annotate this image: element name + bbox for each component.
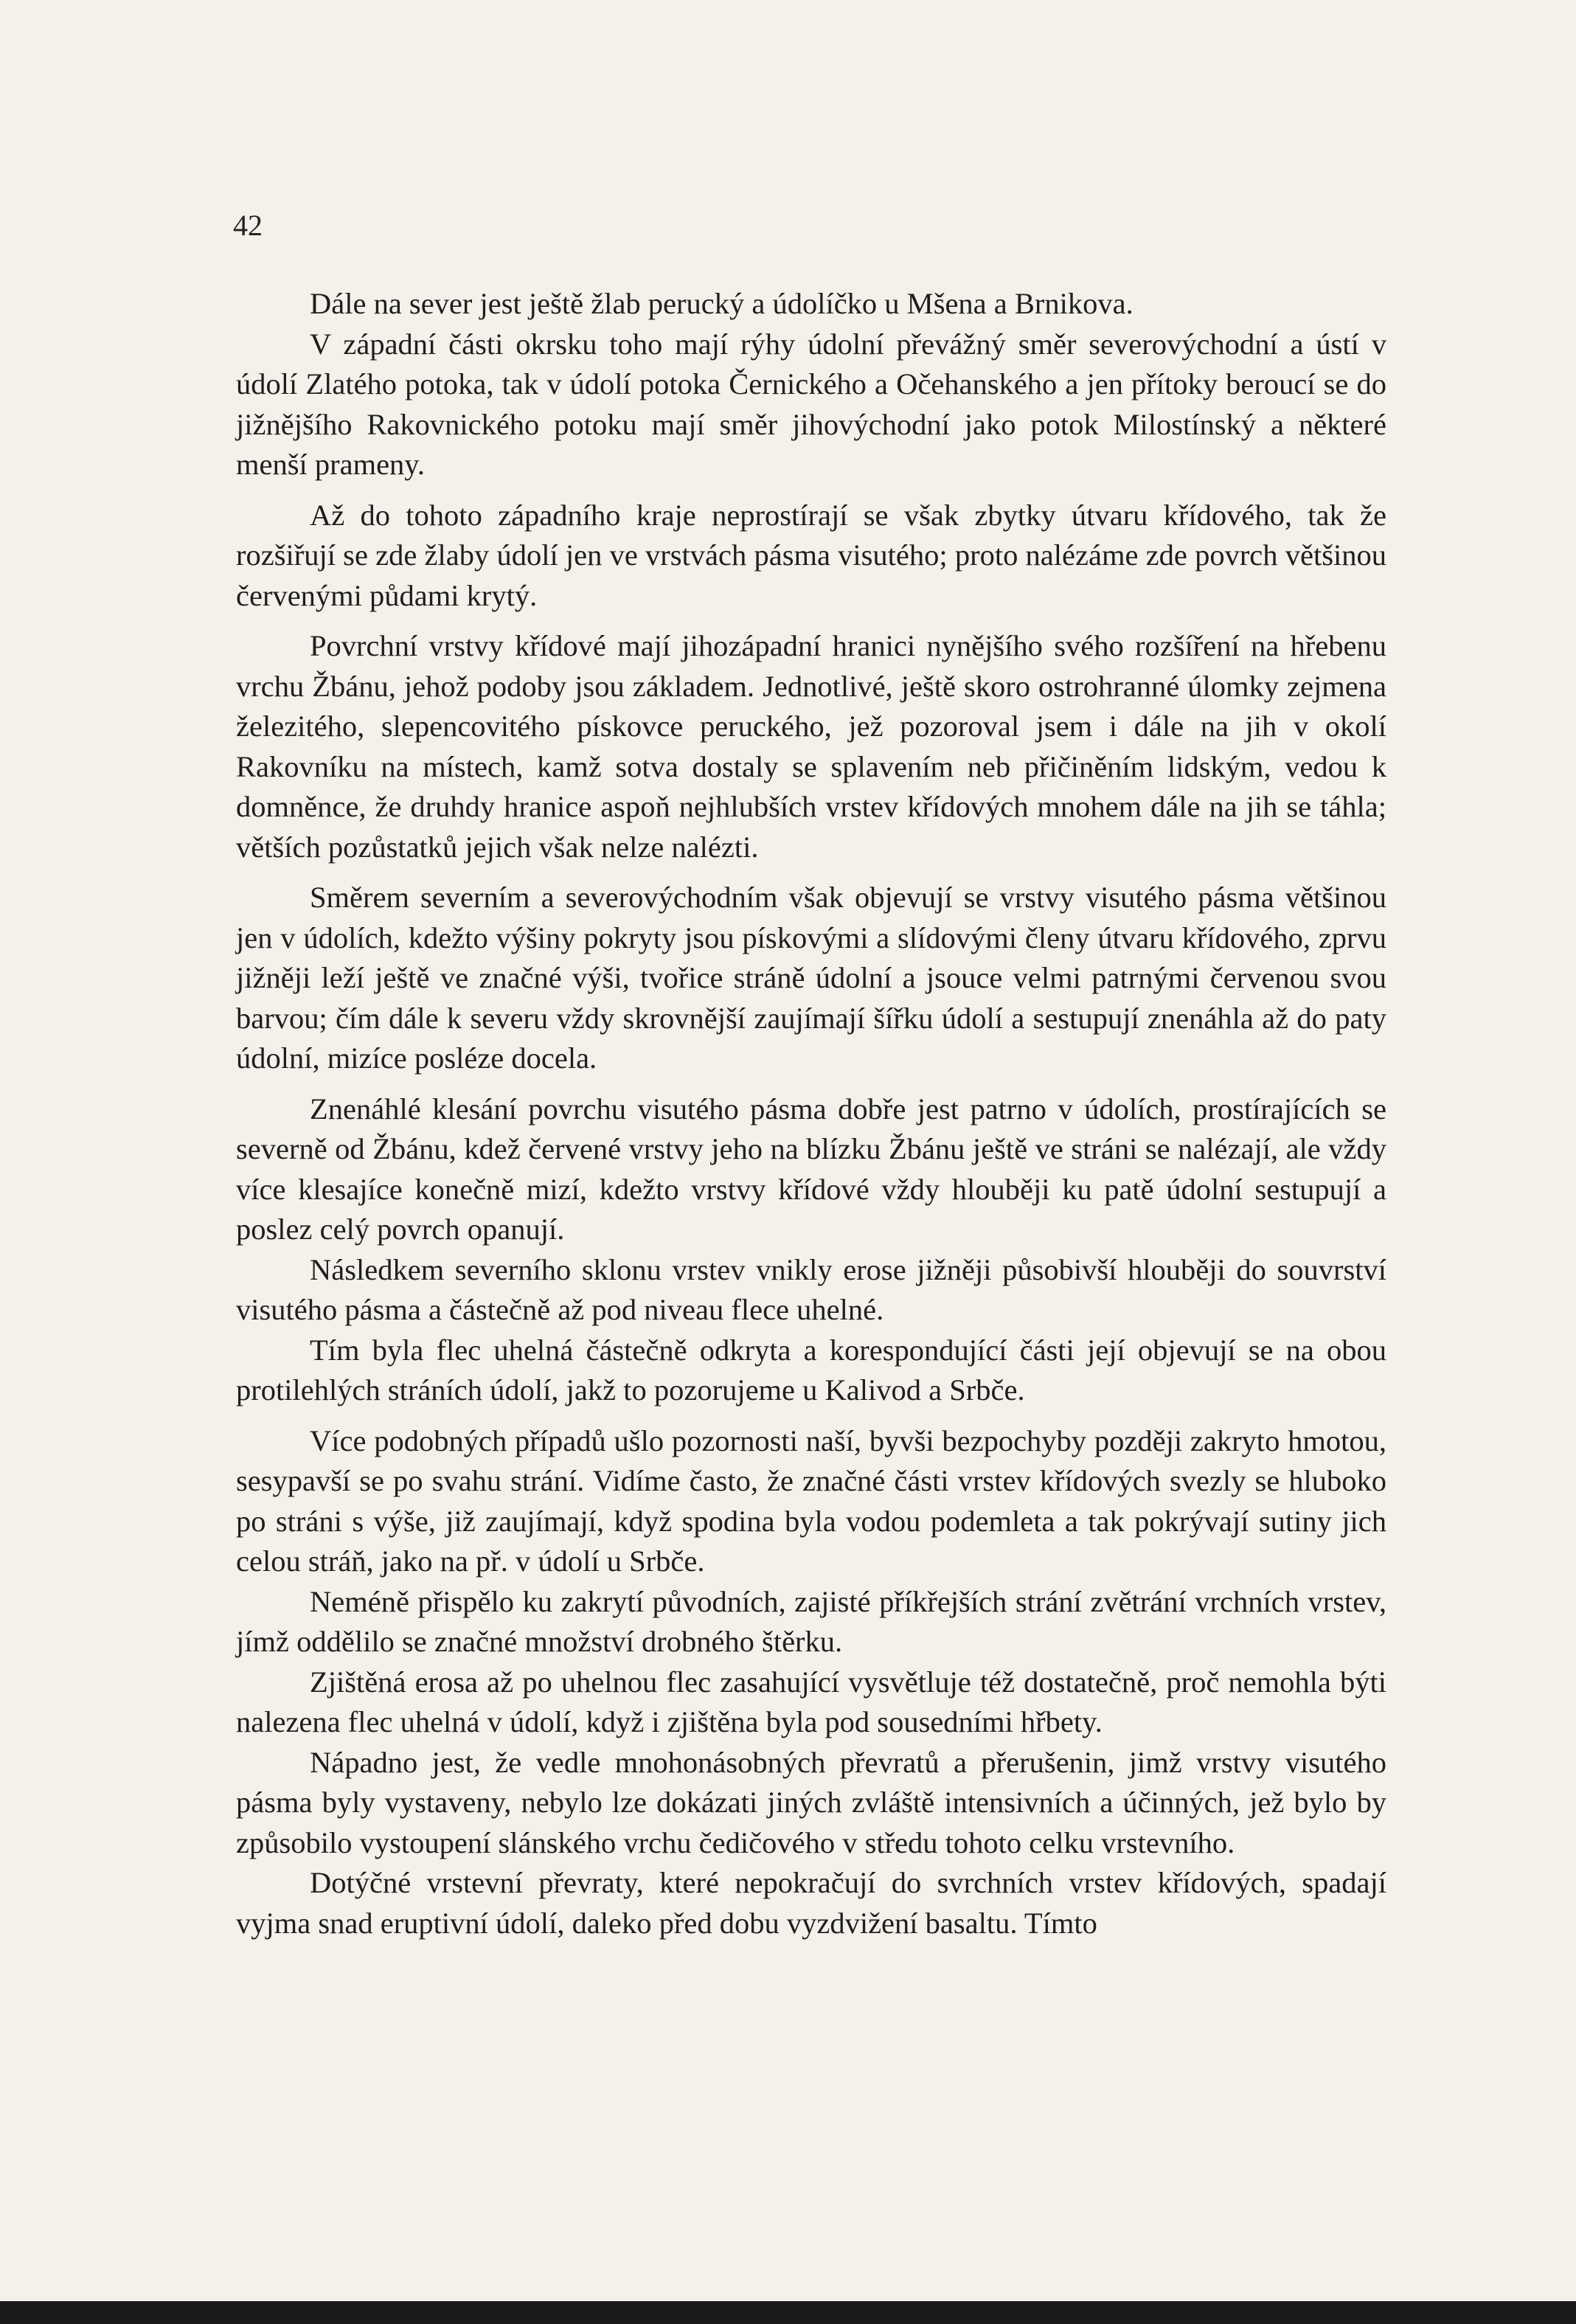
page-number: 42: [233, 209, 263, 242]
paragraph: Dotýčné vrstevní převraty, které nepokračují do svrchních vrstev křídových, spadají vyjma snad eruptivní údolí, daleko před dobu vyzdvižení basaltu. Tímto: [236, 1866, 1386, 1940]
paragraph: Nápadno jest, že vedle mnohonásobných převratů a přerušenin, jimž vrstvy visutého pásma byly vystaveny, nebylo lze dokázati jiných zvláště intensivních a účinných, jež bylo by způsobilo vystoupení slánského vrchu čedičového v středu tohoto celku vrstevního.: [236, 1745, 1386, 1859]
paragraph: Neméně přispělo ku zakrytí původních, zajisté příkřejších strání zvětrání vrchních vrstev, jímž oddělilo se značné množství drobného štěrku.: [236, 1584, 1386, 1658]
paragraph: Znenáhlé klesání povrchu visutého pásma dobře jest patrno v údolích, prostírajících se severně od Žbánu, kdež červené vrstvy jeho na blízku Žbánu ještě ve stráni se nalézají, ale vždy více klesajíce konečně mizí, kdežto vrstvy křídové vždy hlouběji ku patě údolní sestupují a poslez celý povrch opanují.: [236, 1092, 1386, 1246]
paragraph: Tím byla flec uhelná částečně odkryta a korespondující části její objevují se na obou protilehlých stráních údolí, jakž to pozorujeme u Kalivod a Srbče.: [236, 1333, 1386, 1406]
paragraph: Směrem severním a severovýchodním však objevují se vrstvy visutého pásma většinou jen v údolích, kdežto výšiny pokryty jsou pískovými a slídovými členy útvaru křídového, zprvu jižněji leží ještě ve značné výši, tvořice stráně údolní a jsouce velmi patrnými červenou svou barvou; čím dále k severu vždy skrovnější zaujímají šířku údolí a sestupují znenáhla až do paty údolní, mizíce posléze docela.: [236, 881, 1386, 1075]
paragraph: Zjištěná erosa až po uhelnou flec zasahující vysvětluje též dostatečně, proč nemohla býti nalezena flec uhelná v údolí, když i zjištěna byla pod sousedními hřbety.: [236, 1665, 1386, 1738]
paragraph: Dále na sever jest ještě žlab perucký a údolíčko u Mšena a Brnikova.: [310, 287, 1134, 320]
paragraph: V západní části okrsku toho mají rýhy údolní převážný směr severovýchodní a ústí v údolí Zlatého potoka, tak v údolí potoka Černického a Očehanského a jen přítoky beroucí se do jižnějšího Rakovnického potoku mají směr jihovýchodní jako potok Milostínský a některé menší prameny.: [236, 327, 1386, 481]
paragraph: Až do tohoto západního kraje neprostírají se však zbytky útvaru křídového, tak že rozšiřují se zde žlaby údolí jen ve vrstvách pásma visutého; proto nalézáme zde povrch většinou červenými půdami krytý.: [236, 498, 1386, 612]
paragraph: Povrchní vrstvy křídové mají jihozápadní hranici nynějšího svého rozšíření na hřebenu vrchu Žbánu, jehož podoby jsou základem. Jednotlivé, ještě skoro ostrohranné úlomky zejmena železitého, slepencovitého pískovce peruckého, jež pozoroval jsem i dále na jih v okolí Rakovníku na místech, kamž sotva dostaly se splavením neb přičiněním lidským, vedou k domněnce, že druhdy hranice aspoň nejhlubších vrstev křídových mnohem dále na jih se táhla; větších pozůstatků jejich však nelze nalézti.: [236, 629, 1386, 864]
body-text: [236, 284, 1386, 1943]
paragraph: Více podobných případů ušlo pozornosti naší, byvši bezpochyby později zakryto hmotou, sesypavší se po svahu strání. Vidíme často, že značné části vrstev křídových svezly se hluboko po stráni s výše, již zaujímají, když spodina byla vodou podemleta a tak pokrývají sutiny jich celou stráň, jako na př. v údolí u Srbče.: [236, 1423, 1386, 1578]
paragraph: Následkem severního sklonu vrstev vnikly erose jižněji působivší hlouběji do souvrství visutého pásma a částečně až pod niveau flece uhelné.: [236, 1252, 1386, 1326]
